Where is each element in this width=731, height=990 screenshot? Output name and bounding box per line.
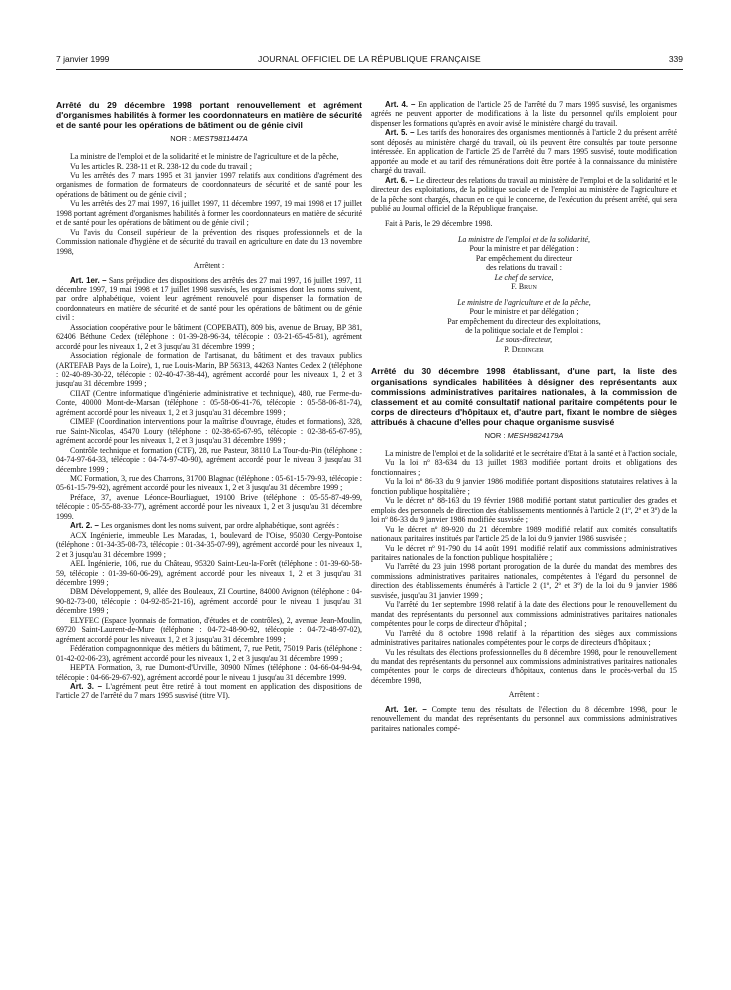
article-label: Art. 4. – (385, 100, 416, 109)
article-text: En application de l'article 25 de l'arrêté du 7 mars 1995 susvisé, les organismes agréés ne peuvent apporter de modifications à la liste du personnel qu'ils emploient pour dispenser les formations qu'après en avoir avisé le ministère chargé du travail. (371, 100, 677, 128)
article-1 (371, 705, 677, 733)
signatory-name: P. Dedinger (504, 344, 544, 354)
article-text: Compte tenu des résultats de l'élection du 8 décembre 1998, pour le renouvellement du mandat des représentants du personnel aux commissions administratives paritaires nationales compé- (371, 704, 677, 733)
preamble-paragraph: Vu les résultats des élections professionnelles du 8 décembre 1998, pour le renouvellement du mandat des représentants du personnel aux commissions administratives paritaires nationales compétentes pour le corps de directeurs d'hôpitaux, contenus dans le procès-verbal du 15 décembre 1998, (371, 647, 677, 685)
nor-reference (56, 134, 362, 143)
article-text: Les organismes dont les noms suivent, par ordre alphabétique, sont agréés : (100, 521, 339, 531)
organism-entry: Préface, 37, avenue Léonce-Bourliaguet, 19100 Brive (téléphone : 05-55-87-49-99, télécopie : 05-55-88-33-77), agrément accordé pour les niveaux 1, 2 et 3 jusqu'au 31 décembre 1999. (56, 492, 362, 521)
article-label: Art. 3. – (70, 681, 103, 691)
organism-entry: CIIAT (Centre informatique d'ingénierie administrative et technique), 480, rue Ferme-du-Conte, 40000 Mont-de-Marsan (téléphone : 05-58-06-41-76, télécopie : 05-58-06-81-74), agrément accordé pour les niveaux 1, 2 et 3 jusqu'au 31 décembre 1999 ; (56, 388, 362, 417)
nor-code: MEST9811447A (193, 133, 248, 143)
article-6 (371, 176, 677, 214)
nor-label: NOR : (170, 133, 192, 143)
organism-entry: HEPTA Formation, 3, rue Dumont-d'Urville, 30900 Nîmes (téléphone : 04-66-04-94-94, télécopie : 04-66-29-67-92), agrément accordé pour le niveau 1 jusqu'au 31 décembre 1999. (56, 663, 362, 682)
header-rule (56, 69, 683, 70)
article-5 (371, 128, 677, 175)
preamble-paragraph: Vu l'arrêté du 23 juin 1998 portant prorogation de la durée du mandat des membres des commissions administratives paritaires nationales, compétentes à l'égard du personnel de direction des établissements énumérés à l'article 2 (1º, 2º et 3º) de la loi du 9 janvier 1986 susvisée, jusqu'au 31 janvier 1999 ; (371, 562, 677, 600)
organism-entry: Association coopérative pour le bâtiment (COPEBATI), 809 bis, avenue de Bruay, BP 381, 62406 Béthune Cedex (téléphone : 01-39-28-96-34, télécopie : 03-21-65-45-81), agrément accordé pour les niveaux 1, 2 et 3 jusqu'au 31 décembre 1999 ; (56, 322, 362, 351)
nor-reference (371, 431, 677, 440)
organism-entry: DBM Développement, 9, allée des Bouleaux, ZI Courtine, 84000 Avignon (téléphone : 04-90-82-73-00, télécopie : 04-92-85-21-16), agrément accordé pour le niveau 1 jusqu'au 31 décembre 1999 ; (56, 587, 362, 616)
organism-entry: Association régionale de formation de l'artisanat, du bâtiment et des travaux publics (ARTEFAB Pays de la Loire), 1, rue Louis-Marin, BP 56313, 44263 Nantes Cedex 2 (téléphone : 02-40-89-30-22, télécopie : 02-40-47-38-44), agrément accordé pour les niveaux 1, 2 et 3 jusqu'au 31 décembre 1999 ; (56, 351, 362, 389)
organism-entry: AEL Ingénierie, 106, rue du Château, 95320 Saint-Leu-la-Forêt (téléphone : 01-39-60-58-59, télécopie : 01-39-60-06-29), agrément accordé pour les niveaux 1, 2 et 3 jusqu'au 31 décembre 1999 ; (56, 559, 362, 587)
preamble-paragraph: Vu les arrêtés des 27 mai 1997, 16 juillet 1997, 11 décembre 1997, 19 mai 1998 et 17 juillet 1998 portant agrément d'organismes habilités à former les coordonnateurs en matière de sécurité et de santé pour les opérations de bâtiment ou de génie civil ; (56, 199, 362, 228)
left-column (56, 100, 362, 701)
article-text: Les tarifs des honoraires des organismes mentionnés à l'article 2 du présent arrêté sont déposés au ministère chargé du travail, où ils peuvent être consultés par toute personne intéressée. En application de l'article 25 de l'arrêté du 7 mars 1995 susvisé, toute modification apportée au mode et au tarif des rémunérations doit être portée à la connaissance du ministère chargé du travail. (371, 128, 677, 176)
article-text: L'agrément peut être retiré à tout moment en application des dispositions de l'article 27 de l'arrêté du 7 mars 1995 susvisé (titre VI). (56, 681, 362, 701)
journal-title: JOURNAL OFFICIEL DE LA RÉPUBLIQUE FRANÇAISE (258, 54, 481, 64)
article-label: Art. 2. – (70, 521, 99, 531)
article-3 (56, 682, 362, 701)
signature-line: Par empêchement du directeur des exploitations, (447, 316, 601, 326)
preamble-paragraph: Vu l'avis du Conseil supérieur de la prévention des risques professionnels et de la Commission nationale d'hygiène et de sécurité du travail en agriculture en date du 13 novembre 1998, (56, 227, 362, 256)
signature-line: Pour la ministre et par délégation : (469, 244, 579, 254)
signature-line: de la politique sociale et de l'emploi : (465, 325, 583, 335)
arretent-heading: Arrêtent : (193, 261, 225, 271)
preamble-paragraph: Vu les articles R. 238-11 et R. 238-12 du code du travail ; (70, 161, 252, 171)
preamble-paragraph: Vu la loi nº 83-634 du 13 juillet 1983 modifiée portant droits et obligations des fonctionnaires ; (371, 458, 677, 477)
signature-line: Le sous-directeur, (495, 335, 553, 345)
nor-label: NOR : (484, 430, 506, 440)
organism-entry: ELYFEC (Espace lyonnais de formation, d'études et de contrôles), 2, avenue Jean-Moulin, 69720 Saint-Laurent-de-Mure (téléphone : 04-72-48-90-92, télécopie : 04-72-48-97-02), agrément accordé pour les niveaux 1, 2 et 3 jusqu'au 31 décembre 1999 ; (56, 615, 362, 644)
article-label: Art. 1er. – (70, 275, 107, 285)
preamble-paragraph: Vu l'arrêté du 8 octobre 1998 relatif à la répartition des sièges aux commissions administratives paritaires nationales compétentes pour le corps de directeurs d'hôpitaux ; (371, 628, 677, 648)
preamble-paragraph: Vu l'arrêté du 1er septembre 1998 relatif à la date des élections pour le renouvellement du mandat des représentants du personnel aux commissions administratives paritaires nationales compétentes pour le corps de directeur d'hôpital ; (371, 600, 677, 629)
signature-line: des relations du travail : (486, 263, 562, 273)
nor-code: MESH9824179A (507, 430, 564, 440)
organism-entry: Contrôle technique et formation (CTF), 28, rue Pasteur, 38110 La Tour-du-Pin (téléphone : 04-74-97-64-33, télécopie : 04-74-97-40-90), agrément accordé pour le niveau 3 jusqu'au 31 décembre 1999 ; (56, 445, 362, 474)
article-label: Art. 5. – (385, 128, 415, 138)
organism-entry: CIMEF (Coordination interventions pour la maîtrise d'ouvrage, études et formations), 328, rue Saint-Nicolas, 45470 Loury (téléphone : 02-38-65-67-95, télécopie : 02-38-65-67-95), agrément accordé pour les niveaux 1, 2 et 3 jusqu'au 31 décembre 1999 ; (56, 417, 362, 446)
article-4 (371, 100, 677, 128)
issue-date: 7 janvier 1999 (56, 54, 110, 64)
signature-block-emploi (371, 235, 677, 292)
organism-entry: ACX Ingénierie, immeuble Les Maradas, 1, boulevard de l'Oise, 95030 Cergy-Pontoise (téléphone : 01-34-35-08-73, télécopie : 01-34-35-07-99), agrément accordé pour les niveaux 1, 2 et 3 jusqu'au 31 décembre 1999 ; (56, 530, 362, 559)
signature-line: Pour le ministre et par délégation ; (469, 307, 579, 317)
preamble-paragraph: Vu les arrêtés des 7 mars 1995 et 31 janvier 1997 relatifs aux conditions d'agrément des organismes de formation de formateurs de coordonnateurs de sécurité et de santé pour les opérations de bâtiment ou de génie civil ; (56, 170, 362, 199)
signature-line: Le ministre de l'agriculture et de la pêche, (457, 297, 591, 307)
organism-entry: MC Formation, 3, rue des Charrons, 31700 Blagnac (téléphone : 05-61-15-79-93, télécopie : 05-61-15-79-92), agrément accordé pour les niveaux 1, 2 et 3 jusqu'au 31 décembre 1999 ; (56, 474, 362, 493)
preamble-paragraph: Vu la loi nº 86-33 du 9 janvier 1986 modifiée portant dispositions statutaires relatives à la fonction publique hospitalière ; (371, 477, 677, 496)
signatory-name: F. Brun (511, 282, 537, 292)
fait-a-paris: Fait à Paris, le 29 décembre 1998. (385, 219, 493, 229)
article-label: Art. 1er. – (385, 704, 427, 714)
page-number: 339 (668, 54, 683, 64)
signature-line: Par empêchement du directeur (475, 253, 573, 263)
preamble-paragraph: La ministre de l'emploi et de la solidarité et le ministre de l'agriculture et de la pêche, (70, 152, 339, 162)
signature-line: Le chef de service, (494, 272, 554, 282)
article-2 (56, 521, 362, 530)
page-header (56, 54, 683, 68)
arretent-heading: Arrêtent : (508, 690, 540, 700)
preamble-paragraph: La ministre de l'emploi et de la solidarité et le secrétaire d'Etat à la santé et à l'action sociale, (385, 449, 677, 458)
signature-block-agriculture (371, 298, 677, 355)
preamble-paragraph: Vu le décret nº 88-163 du 19 février 1988 modifié portant statut particulier des grades et emplois des personnels de direction des établissements mentionnés à l'article 2 (1º, 2º et 3º) de la loi nº 86-33 du 9 janvier 1986 modifiée susvisée ; (371, 496, 677, 525)
article-text: Sans préjudice des dispositions des arrêtés des 27 mai 1997, 16 juillet 1997, 11 décembre 1997, 19 mai 1998 et 17 juillet 1998 susvisés, les organismes dont les noms suivent, par ordre alphabétique, voient leur agrément renouvelé pour dispenser la formation de coordonnateurs en matière de sécurité et de santé pour les opérations de bâtiment ou de génie civil : (56, 275, 362, 323)
right-column (371, 100, 677, 733)
article-text: Le directeur des relations du travail au ministère de l'emploi et de la solidarité et le directeur des exploitations, de la politique sociale et de l'emploi au ministère de l'agriculture et de la pêche sont chargés, chacun en ce qui le concerne, de l'exécution du présent arrêté, qui sera publié au Journal officiel de la République française. (371, 175, 677, 213)
organism-entry: Fédération compagnonnique des métiers du bâtiment, 7, rue Petit, 75019 Paris (téléphone : 01-42-02-06-23), agrément accordé pour les niveaux 1, 2 et 3 jusqu'au 31 décembre 1999 ; (56, 644, 362, 663)
article-label: Art. 6. – (385, 175, 414, 185)
signature-line: La ministre de l'emploi et de la solidarité, (457, 234, 591, 244)
decree-title: Arrêté du 29 décembre 1998 portant renouvellement et agrément d'organismes habilités à former les coordonnateurs en matière de sécurité et de santé pour les opérations de bâtiment ou de génie civil (56, 100, 362, 131)
preamble-paragraph: Vu le décret nº 89-920 du 21 décembre 1989 modifié relatif aux comités consultatifs nationaux paritaires institués par l'article 25 de la loi du 9 janvier 1986 susvisée ; (371, 524, 677, 544)
preamble-paragraph: Vu le décret nº 91-790 du 14 août 1991 modifié relatif aux commissions administratives paritaires nationales de la fonction publique hospitalière ; (371, 543, 677, 562)
decree-title: Arrêté du 30 décembre 1998 établissant, d'une part, la liste des organisations syndicales habilitées à désigner des représentants aux commissions administratives paritaires nationales, à la commission de classement et au comité consultatif national paritaire compétents pour le corps de directeurs d'hôpitaux et, d'autre part, fixant le nombre de sièges attribués à chacune d'elles pour chaque organisme susvisé (371, 366, 677, 428)
article-1 (56, 276, 362, 323)
